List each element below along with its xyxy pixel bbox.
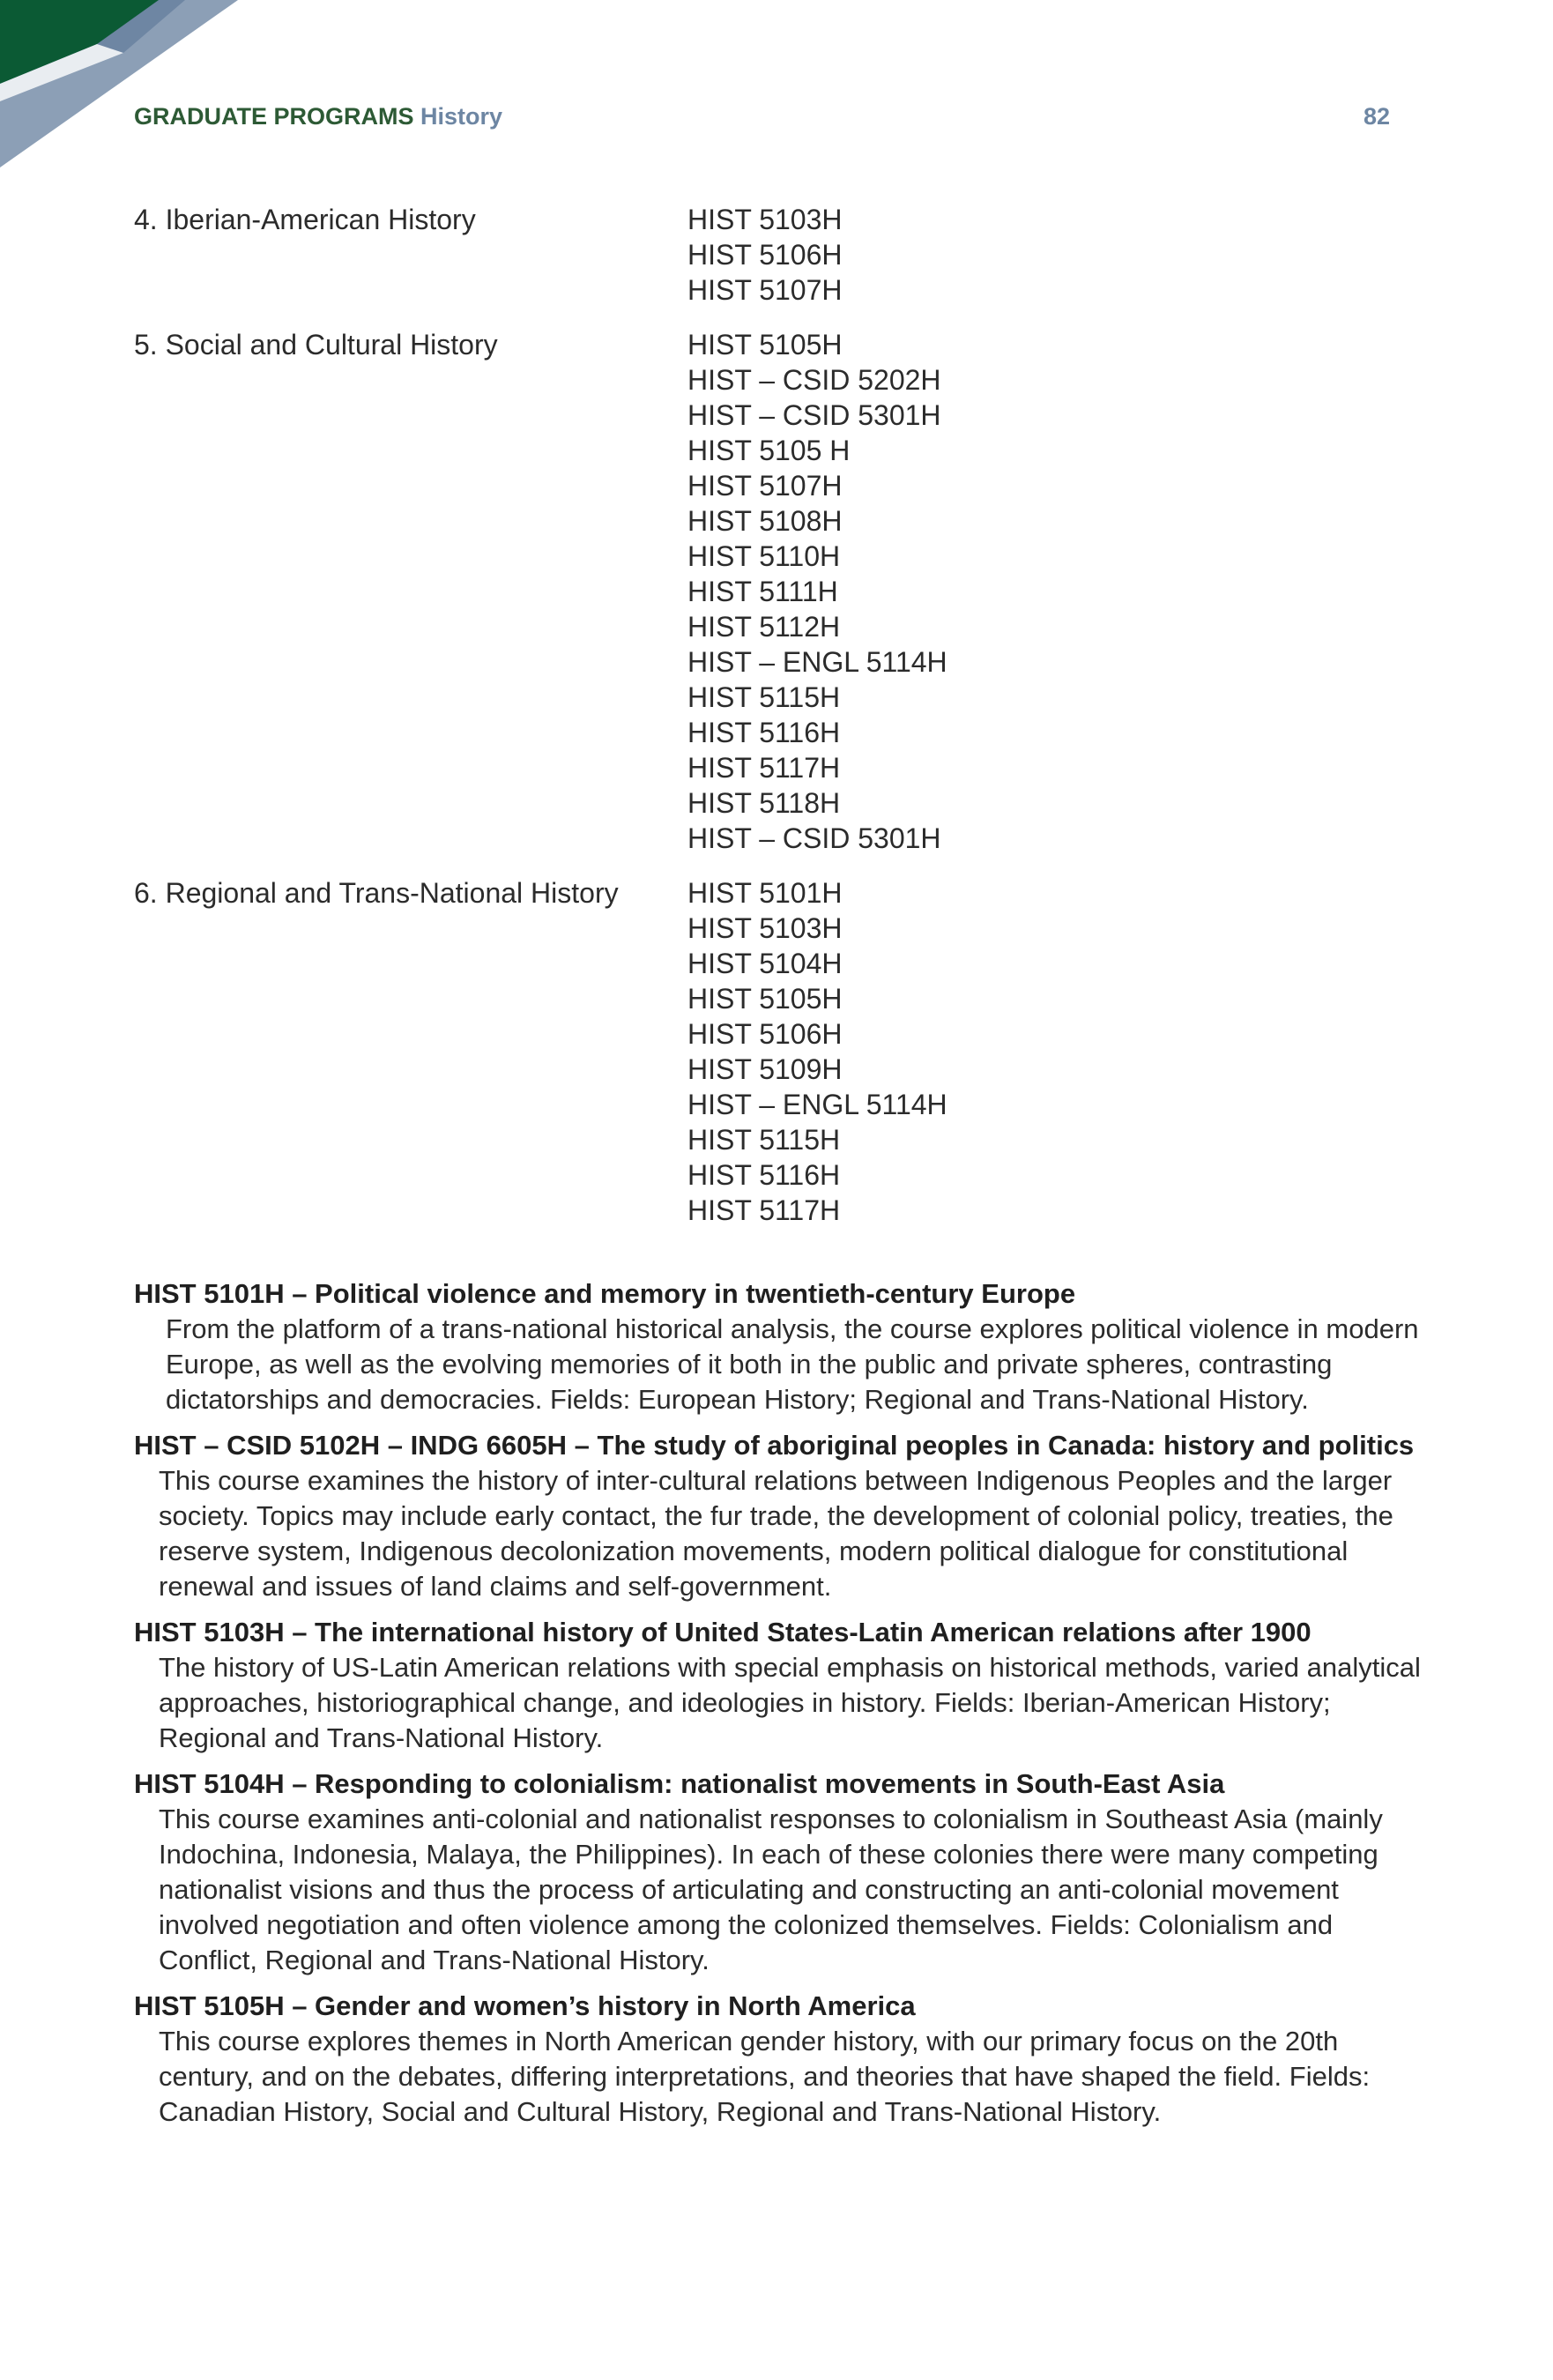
course-code: HIST 5116H [687, 717, 841, 748]
course-title: HIST – CSID 5102H – INDG 6605H – The study of aboriginal peoples in Canada: history and politics [134, 1430, 1415, 1461]
course-code: HIST 5112H [687, 611, 841, 643]
course-title: HIST 5103H – The international history of United States-Latin American relations after 1900 [134, 1617, 1312, 1647]
field-group [134, 327, 1103, 856]
field-name: 6. Regional and Trans-National History [134, 877, 619, 909]
course-code: HIST – CSID 5301H [687, 399, 941, 431]
course-code: HIST 5111H [687, 576, 838, 607]
course-code: HIST 5117H [687, 1194, 841, 1226]
field-course-codes [687, 202, 843, 308]
course-title: HIST 5101H – Political violence and memory in twentieth-century Europe [134, 1278, 1076, 1309]
field-group [134, 875, 1103, 1228]
corner-decoration [0, 0, 264, 167]
field-name: 4. Iberian-American History [134, 204, 476, 235]
section-label: History [420, 103, 503, 130]
course-code: HIST 5101H [687, 877, 843, 909]
course-code: HIST 5106H [687, 239, 843, 271]
field-course-codes [687, 875, 947, 1228]
page-header [134, 99, 1390, 134]
course-title: HIST 5105H – Gender and women’s history in North America [134, 1990, 916, 2021]
fields-table [134, 202, 1103, 1247]
program-label: GRADUATE PROGRAMS [134, 103, 414, 130]
course-code: HIST – CSID 5301H [687, 822, 941, 854]
course-code: HIST 5105H [687, 983, 843, 1015]
course-code: HIST – ENGL 5114H [687, 1089, 947, 1120]
course-code: HIST 5118H [687, 787, 841, 819]
course-entry [134, 1276, 1421, 1417]
course-code: HIST 5104H [687, 948, 843, 979]
course-code: HIST 5103H [687, 204, 843, 235]
course-code: HIST 5107H [687, 470, 843, 502]
field-name: 5. Social and Cultural History [134, 329, 498, 361]
course-code: HIST – CSID 5202H [687, 364, 941, 396]
course-code: HIST 5103H [687, 912, 843, 944]
page-number: 82 [1363, 103, 1390, 130]
course-code: HIST 5107H [687, 274, 843, 306]
course-code: HIST 5105H [687, 329, 843, 361]
course-description: This course examines anti-colonial and nationalist responses to colonialism in Southeast Asia (mainly Indochina, Indonesia, Malaya, the Philippines). In each of these colonies there were many competing nationalist visions and thus the process of articulating and constructing an anti-colonial movement involved negotiation and often violence among the colonized themselves. Fields: Colonialism and Conflict, Regional and Trans-National History. [159, 1804, 1383, 1975]
course-code: HIST 5109H [687, 1053, 843, 1085]
course-description: The history of US-Latin American relations with special emphasis on historical methods, varied analytical approaches, historiographical change, and ideologies in history. Fields: Iberian-American History; Regional and Trans-National History. [159, 1652, 1421, 1753]
field-course-codes [687, 327, 947, 856]
course-code: HIST 5110H [687, 540, 841, 572]
course-code: HIST 5117H [687, 752, 841, 784]
course-code: HIST 5115H [687, 681, 841, 713]
course-description: From the platform of a trans-national historical analysis, the course explores political violence in modern Europe, as well as the evolving memories of it both in the public and private spheres, contrasting dictatorships and democracies. Fields: European History; Regional and Trans-National History. [166, 1313, 1419, 1415]
course-code: HIST – ENGL 5114H [687, 646, 947, 678]
course-entry [134, 1989, 1421, 2130]
course-entry [134, 1766, 1421, 1978]
course-code: HIST 5116H [687, 1159, 841, 1191]
course-code: HIST 5115H [687, 1124, 841, 1156]
course-code: HIST 5108H [687, 505, 843, 537]
course-description: This course examines the history of inter-cultural relations between Indigenous Peoples and the larger society. Topics may include early contact, the fur trade, the development of colonial policy, treaties, the reserve system, Indigenous decolonization movements, modern political dialogue for constitutional renewal and issues of land claims and self-government. [159, 1465, 1393, 1602]
course-entry [134, 1428, 1421, 1604]
course-list [134, 1276, 1421, 2140]
course-entry [134, 1615, 1421, 1756]
course-title: HIST 5104H – Responding to colonialism: nationalist movements in South-East Asia [134, 1768, 1225, 1799]
course-description: This course explores themes in North American gender history, with our primary focus on the 20th century, and on the debates, differing interpretations, and theories that have shaped the field. Fields: Canadian History, Social and Cultural History, Regional and Trans-National History. [159, 2026, 1371, 2127]
field-group [134, 202, 1103, 308]
course-code: HIST 5106H [687, 1018, 843, 1050]
course-code: HIST 5105 H [687, 435, 851, 466]
